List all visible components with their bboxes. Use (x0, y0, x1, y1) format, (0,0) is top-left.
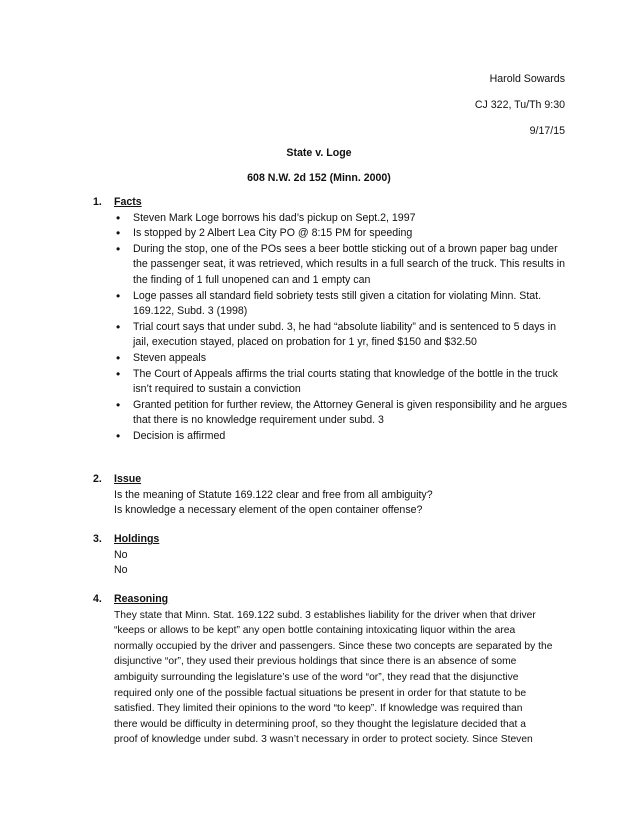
issue-line: Is knowledge a necessary element of the open container offense? (114, 504, 423, 517)
section-number: 2. (93, 473, 102, 485)
author-name: Harold Sowards (489, 73, 565, 85)
section-number: 1. (93, 196, 102, 208)
section-title: Holdings (114, 533, 160, 545)
holdings-heading (93, 532, 573, 548)
facts-item: • Loge passes all standard field sobriety tests still given a citation for violating Minn. Stat. 169.122, Subd. 3 (1998) (114, 289, 573, 320)
reasoning-line: disjunctive “or”, they used their previous holdings that since there is an absence of some (114, 656, 517, 668)
reasoning-line: proof of knowledge under subd. 3 wasn’t necessary in order to protect society. Since Steven (114, 734, 533, 746)
reasoning-line: “keeps or allows to be kept” any open bottle containing intoxicating liquor within the area (114, 625, 516, 637)
reasoning-line: required only one of the possible factual situations be present in order for that statute to be (114, 687, 527, 699)
reasoning-line: normally occupied by the driver and passengers. Since these two concepts are separated by the (114, 640, 553, 652)
issue-line: Is the meaning of Statute 169.122 clear and free from all ambiguity? (114, 488, 433, 501)
facts-item: • Granted petition for further review, the Attorney General is given responsibility and he argues that there is no knowledge requirement under subd. 3 (114, 398, 573, 429)
reasoning-section (93, 592, 573, 748)
facts-item: • Trial court says that under subd. 3, he had “absolute liability” and is sentenced to 5 days in jail, execution stayed, placed on probation for 1 yr, fined $150 and $32.50 (114, 320, 573, 351)
section-title: Facts (114, 196, 142, 208)
reasoning-line: They state that Minn. Stat. 169.122 subd. 3 establishes liability for the driver when that driver (114, 609, 536, 621)
section-title: Issue (114, 473, 142, 485)
facts-section (93, 195, 573, 445)
section-number: 4. (93, 593, 102, 605)
document-date: 9/17/15 (529, 125, 565, 137)
facts-item: • Decision is affirmed (114, 429, 573, 445)
facts-list (93, 211, 573, 445)
section-title: Reasoning (114, 593, 169, 605)
reasoning-heading (93, 592, 573, 608)
issue-heading (93, 472, 573, 488)
holding-line: No (114, 548, 128, 561)
facts-item: • The Court of Appeals affirms the trial courts stating that knowledge of the bottle in the truck isn’t required to sustain a conviction (114, 367, 573, 398)
facts-item: • Steven Mark Loge borrows his dad’s pickup on Sept.2, 1997 (114, 211, 573, 227)
holdings-section (93, 532, 573, 579)
reasoning-line: satisfied. They limited their opinions to the word “to keep”. If knowledge was required than (114, 703, 523, 715)
reasoning-paragraph (93, 608, 573, 748)
case-title: State v. Loge (286, 147, 352, 159)
holding-line: No (114, 564, 128, 577)
case-citation: 608 N.W. 2d 152 (Minn. 2000) (247, 172, 391, 184)
facts-item: • During the stop, one of the POs sees a beer bottle sticking out of a brown paper bag under the passenger seat, it was retrieved, which results in a full search of the truck. This results in the finding of 1 full unopened can and 1 empty can (114, 242, 573, 289)
reasoning-line: ambiguity surrounding the legislature’s use of the word “or”, they read that the disjunctive (114, 671, 519, 683)
section-number: 3. (93, 533, 102, 545)
issue-section (93, 472, 573, 519)
facts-item: • Steven appeals (114, 351, 573, 367)
course-info: CJ 322, Tu/Th 9:30 (474, 99, 565, 111)
document-header (475, 72, 565, 150)
facts-heading (93, 195, 573, 211)
reasoning-line: there would be difficulty in determining proof, so they thought the legislature decided that a (114, 718, 526, 730)
facts-item: • Is stopped by 2 Albert Lea City PO @ 8:15 PM for speeding (114, 226, 573, 242)
